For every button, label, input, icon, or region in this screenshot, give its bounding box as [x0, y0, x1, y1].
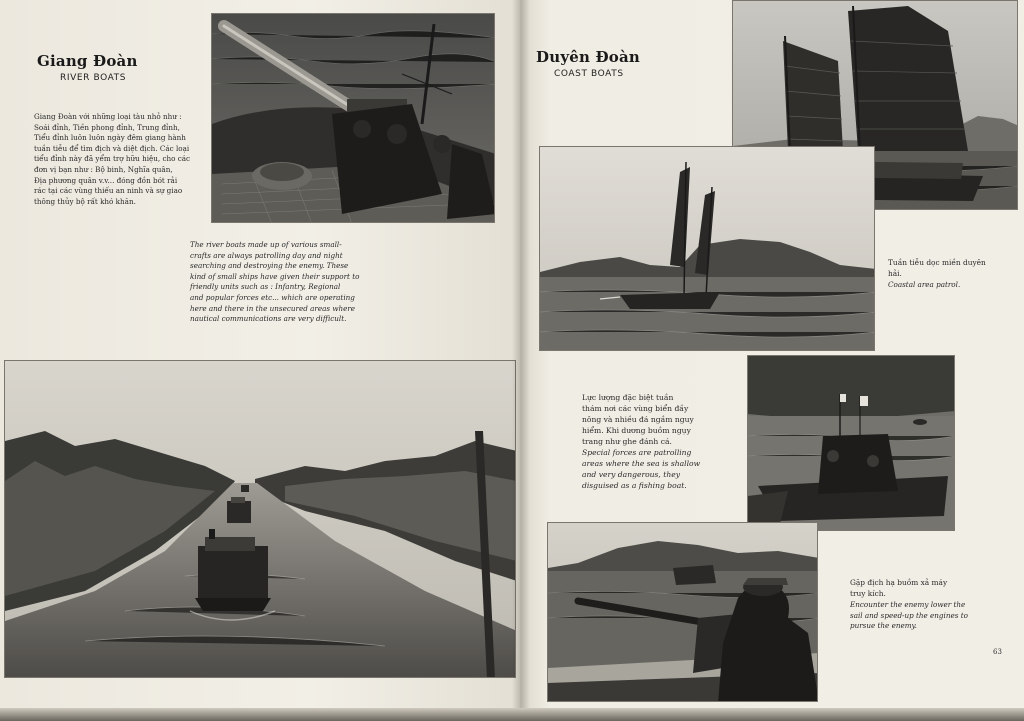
river-boats-subheading: RIVER BOATS [60, 73, 127, 83]
river-boats-heading: Giang Đoàn [37, 52, 138, 70]
encounter-english-caption: Encounter the enemy lower the sail and speed-up the engines to pursue the enemy. [850, 600, 968, 631]
coastal-patrol-image [540, 147, 875, 351]
river-boat-gun-image [212, 14, 495, 223]
book-gutter [512, 0, 530, 721]
page-bottom-edge [0, 708, 1024, 721]
coastal-patrol-vietnamese-caption: Tuần tiễu dọc miền duyên hải. [888, 258, 986, 278]
right-page [520, 0, 1024, 721]
encounter-vietnamese-caption: Gặp địch hạ buồm xả máy truy kích. [850, 578, 948, 598]
coastal-patrol-english-caption: Coastal area patrol. [888, 280, 961, 289]
river-boats-vietnamese-text: Giang Đoàn với những loại tàu nhỏ như : Soái đỉnh, Tiền phong đỉnh, Trung đỉnh, Tiểu đỉnh luôn luôn ngày đêm giang hành tuần tiễu để tìm địch và diệt địch. Các loại tiểu đỉnh này đã yểm trợ hữu hiệu, cho các đơn vị bạn như : Bộ binh, Nghĩa quân, Địa phương quân v.v... đóng đồn bót rải rác tại các vùng thiếu an ninh và sự giao thông thủy bộ rất khó khăn. [34, 112, 191, 206]
page-number: 63 [993, 648, 1002, 656]
river-canal-photo [4, 360, 516, 678]
special-forces-english-caption: Special forces are patrolling areas where the sea is shallow and very dangerous, they disguised as a fishing boat. [582, 448, 701, 490]
gunner-pursuit-photo [547, 522, 818, 702]
coastal-patrol-photo [539, 146, 875, 351]
coast-boats-subheading: COAST BOATS [554, 69, 624, 79]
gunner-pursuit-image [548, 523, 818, 702]
disguised-fishing-boat-photo [747, 355, 955, 531]
coast-boats-heading: Duyên Đoàn [536, 48, 641, 66]
river-boat-gun-photo [211, 13, 495, 223]
river-canal-image [5, 361, 516, 678]
disguised-fishing-boat-image [748, 356, 955, 531]
special-forces-vietnamese-caption: Lực lượng đặc biệt tuần thám nơi các vùng biển đầy nông và nhiều đá ngầm nguy hiểm. Khi dương buồm ngụy trang như ghe đánh cá. [582, 393, 694, 446]
river-boats-english-text: The river boats made up of various small- crafts are always patrolling day and night searching and destroying the enemy. These kind of small ships have given their support to friendly units such as : Infantry, Regional and popular forces etc... which are operating here and there in the unsecured areas where nautical communications are very difficult. [190, 240, 360, 324]
